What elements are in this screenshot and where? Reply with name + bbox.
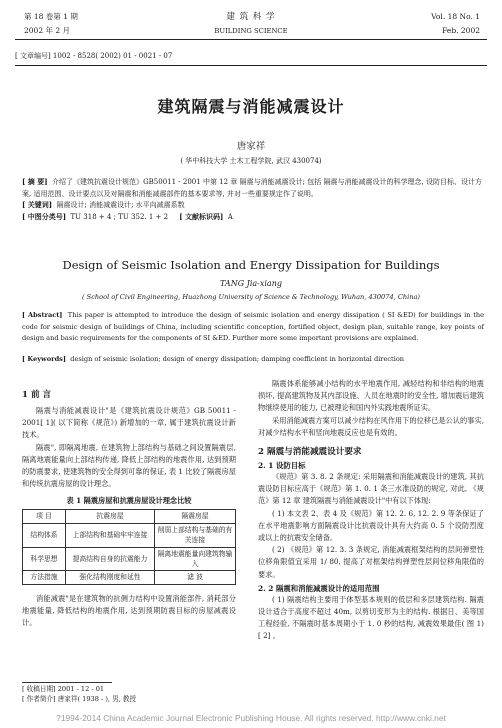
- keywords-cn-label: [ 关键词]: [22, 200, 53, 209]
- right-para-3: 《规范》第 3. 8. 2 条规定: 采用隔震和消能减震设计的建筑, 其抗震设防目标应高于《规范》第 1. 0. 1 条三水准设防的规定, 对此, 《规范》第 12 章 建筑隔震与消能减震设计"中有以下体现:: [258, 472, 484, 506]
- keywords-en: [22, 354, 484, 366]
- table-row: [23, 547, 236, 571]
- keywords-en-text: design of seismic isolation; design of energy dissipation; damping coefficient in horizontal direction: [70, 355, 405, 363]
- cnki-footer: ?1994-2014 China Academic Journal Electronic Publishing House. All rights reserved. http://www.cnki.net: [56, 713, 446, 723]
- keywords-cn: [22, 199, 482, 212]
- subsection-2-2-title: 2. 2 隔震和消能减震设计的适用范围: [258, 583, 380, 593]
- author-en: TANG Jia-xiang: [220, 279, 282, 288]
- right-para-5: ( 2) 《规范》第 12. 3. 3 条规定, 消能减震框架结构的层间弹塑性位移角限值宜采用 1/ 80, 提高了对框架结构弹塑性层间位移角限值的要求。: [258, 545, 484, 579]
- table-header-row: [23, 510, 236, 523]
- right-para-2: 采用消能减震方案可以减少结构在风作用下的位移已是公认的事实, 对减少结构水平和竖向地震反应也是有效的。: [258, 415, 484, 437]
- right-para-6: ( 1) 隔震结构主要用于体型基本规则的低层和多层建筑结构. 隔震设计适合于高度不超过 40m, 以剪切变形为主的结构. 根据日、美等国工程经验, 不隔震时基本周期小于 1. 0 秒的结构, 减震效果最佳( 图 1) [ 2] 。: [258, 594, 484, 641]
- date-en: Feb. 2002: [442, 26, 480, 35]
- table-1: [22, 509, 236, 584]
- affiliation-cn: ( 华中科技大学 土木工程学院, 武汉 430074): [180, 157, 322, 165]
- keywords-cn-text: 隔震设计; 消能减震设计; 水平向减震系数: [56, 201, 185, 209]
- header-rule: [15, 39, 487, 40]
- article-id-rule: [15, 65, 487, 66]
- table-1-caption: 表 1 隔震房屋和抗震房屋设计理念比较: [66, 496, 192, 506]
- abstract-en-text: This paper is attempted to introduce the design of seismic isolation and energy dissipation ( SI &ED) for buildings in the code for seismic design of buildings of China, including scientific conception, fortified object, design plan, suitable range, key points of design and basic requirements for the components of SI &ED. Further more some important provisions are explained.: [22, 311, 485, 343]
- title-cn: 建筑隔震与消能减震设计: [157, 97, 345, 116]
- abstract-cn-text: 介绍了《建筑抗震设计规范》GB50011 - 2001 中第 12 章 隔震与消能减震设计; 包括 隔震与消能减震设计的科学理念, 设防目标、设计方案, 适用范围、设计要点以及对隔震和消能减震部件的基本要求等, 并对一些重要规定作了说明。: [22, 178, 483, 198]
- subsection-2-1-title: 2. 1 设防目标: [258, 461, 306, 471]
- title-en: Design of Seismic Isolation and Energy Dissipation for Buildings: [62, 258, 440, 272]
- article-id: [ 文章编号] 1002 - 8528( 2002) 01 - 0021 - 07: [15, 52, 173, 60]
- right-para-1: 隔震体系能够减小结构的水平地震作用, 减轻结构和非结构的地震损坏, 提高建筑物及其内部设施、人员在地震时的安全性, 增加震后建筑物继续使用的能力, 已被理论和国内外实践地震所证实。: [258, 379, 484, 413]
- doc-code-label: [ 文献标识码]: [179, 212, 224, 221]
- table-cell: 削弱上部结构与基础的有关连接: [155, 523, 236, 547]
- left-para-2: 隔震", 即隔离地震, 在建筑物上部结构与基础之间设置隔震层, 隔离地震能量向上部结构传递, 降低上部结构的地震作用, 达到预期的防震要求, 使建筑物的安全得到可靠的保证, 表 1 比较了隔震房屋和传统抗震房屋的设计理念。: [22, 442, 236, 489]
- class-text: TU 318 + 4 ; TU 352. 1 + 2: [70, 213, 169, 221]
- abstract-cn-label: [ 摘 要]: [22, 177, 48, 186]
- table-cell: 结构体系: [23, 523, 66, 547]
- table-row: [23, 523, 236, 547]
- table-row: [23, 571, 236, 584]
- left-para-3: 消能减震"是在建筑物的抗侧力结构中设置消能部件, 消耗部分地震能量, 降低结构的地震作用, 达到预期防震目标的房屋减震设计。: [22, 593, 236, 628]
- keywords-en-label: [ Keywords]: [22, 355, 67, 363]
- table-cell: 强化结构刚度和延性: [66, 571, 155, 584]
- left-para-1: 隔震与消能减震设计"是《建筑抗震设计规范》GB 50011 - 2001[ 1]( 以下简称《规范》) 新增加的一章, 属于建筑抗震设计新技术。: [22, 406, 236, 440]
- affiliation-en: ( School of Civil Engineering, Huazhong University of Science & Technology, Wuhan, 430074, China): [82, 293, 420, 301]
- table-cell: 科学思想: [23, 547, 66, 571]
- classification-cn: [22, 211, 482, 224]
- right-column: [258, 378, 484, 643]
- date-cn: 2002 年 2 月: [24, 26, 71, 35]
- class-label: [ 中图分类号]: [22, 212, 67, 221]
- table-header-cell: 项 目: [23, 510, 66, 523]
- abstract-en-label: [ Abstract]: [22, 311, 63, 319]
- right-para-4: ( 1) 本文表 2、表 4 及《规范》第 12. 2. 6, 12. 2. 9 等条保证了在水平地震影响方面隔震设计比抗震设计具有大约高 0. 5 个设防烈度或以上的抗震安全储备。: [258, 508, 484, 543]
- abstract-cn: [22, 176, 482, 200]
- abstract-en: [22, 310, 484, 345]
- section-2-title: 2 隔震与消能减震设计要求: [258, 447, 362, 458]
- table-cell: 上部结构和基础牢牢连接: [66, 523, 155, 547]
- table-header-cell: 隔震房屋: [155, 510, 236, 523]
- volume-issue-cn: 第 18 卷第 1 期: [24, 12, 78, 21]
- table-cell: 方法措施: [23, 571, 66, 584]
- journal-name-en: BUILDING SCIENCE: [214, 27, 288, 35]
- footnote-rule: [22, 682, 112, 683]
- left-column: [22, 378, 236, 629]
- footnote-author: [ 作者简介] 唐家祥( 1938 - ), 男, 教授: [22, 695, 137, 703]
- footnote-received: [ 收稿日期] 2001 - 12 - 01: [22, 685, 105, 693]
- table-cell: 滤 波: [155, 571, 236, 584]
- author-cn: 唐家祥: [236, 141, 266, 152]
- table-cell: 提高结构自身的抗震能力: [66, 547, 155, 571]
- section-1-title: 1 前 言: [22, 390, 52, 400]
- volume-issue-en: Vol. 18 No. 1: [431, 12, 480, 21]
- table-cell: 隔离地震能量向建筑物输入: [155, 547, 236, 571]
- journal-name-cn: 建 筑 科 学: [226, 12, 276, 22]
- doc-code: A: [227, 213, 233, 221]
- table-header-cell: 抗震房屋: [66, 510, 155, 523]
